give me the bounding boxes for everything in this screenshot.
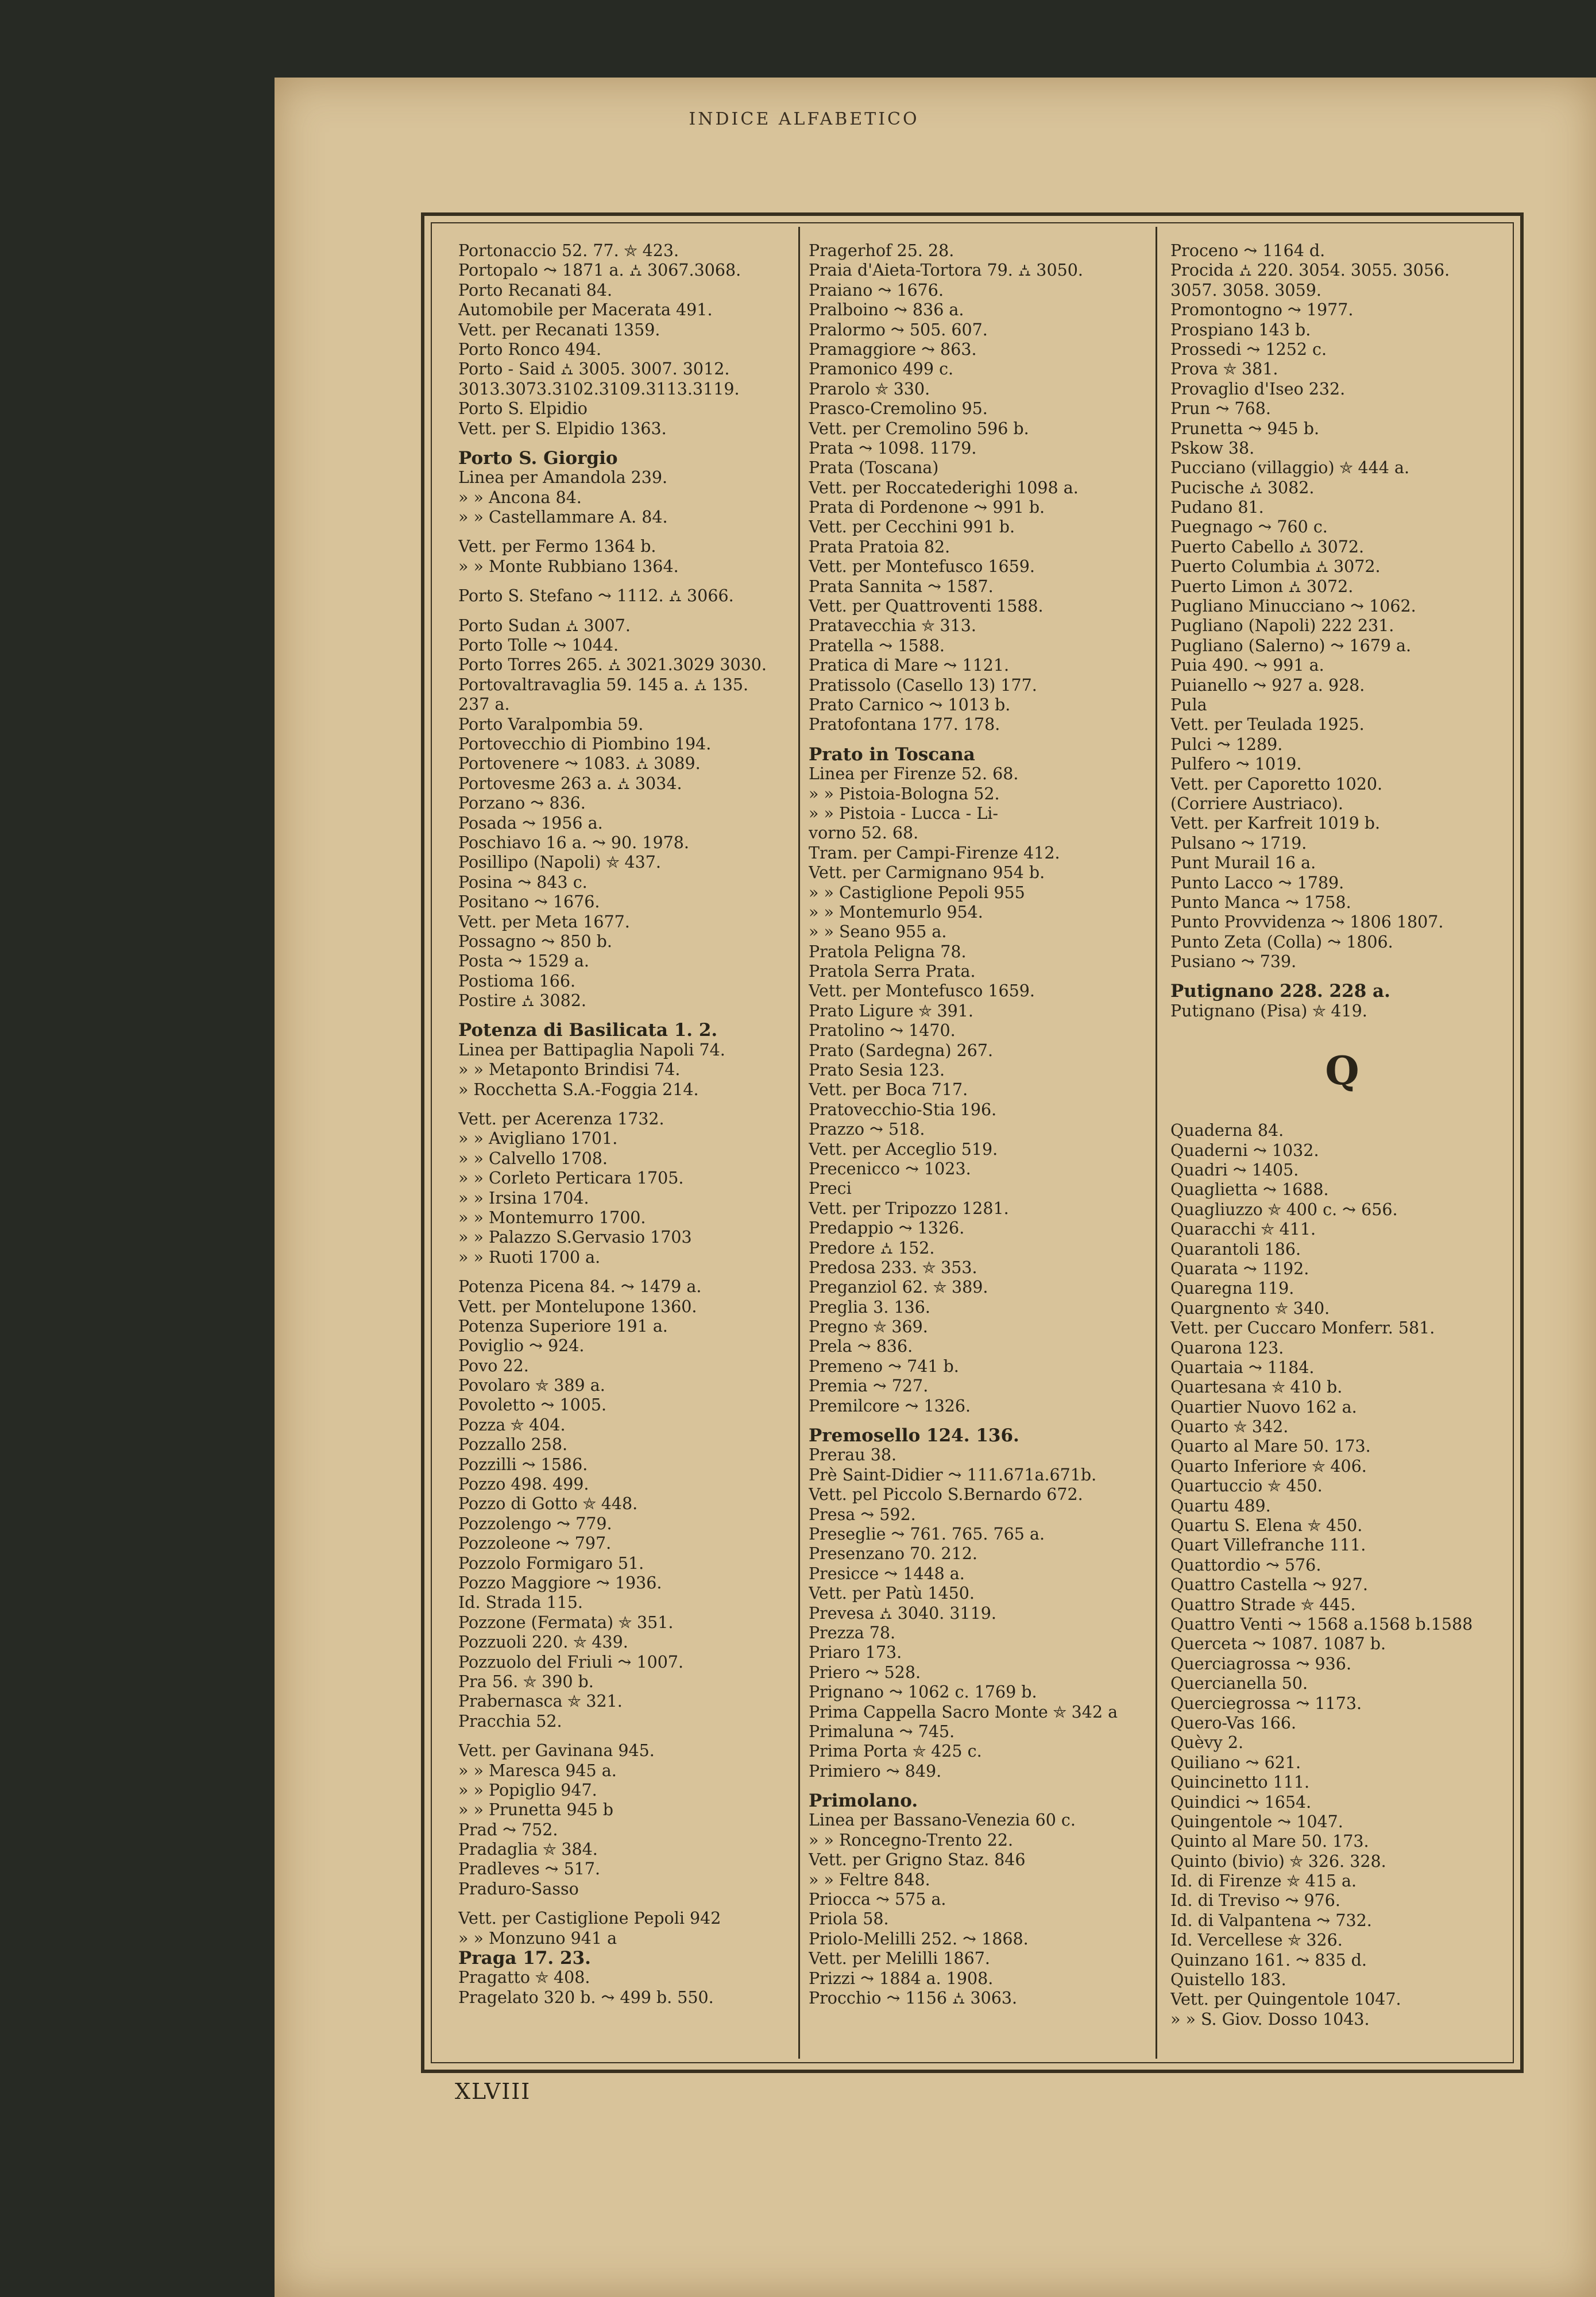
index-entry: Porto Tolle ⤳ 1044.	[458, 636, 619, 655]
index-entry: Priolo-Melilli 252. ⤳ 1868.	[809, 1929, 1029, 1948]
index-entry: » » Pistoia - Lucca - Li-	[809, 803, 998, 823]
index-entry: Prata (Toscana)	[809, 458, 939, 478]
index-entry: Priero ⤳ 528.	[809, 1662, 921, 1682]
index-entry: Vett. per Montefusco 1659.	[809, 981, 1035, 1001]
spacer	[809, 735, 1152, 745]
index-entry: » » Castellammare A. 84.	[458, 508, 668, 527]
index-entry: Quattro Strade ⛤ 445.	[1170, 1595, 1356, 1614]
spacer	[458, 577, 794, 586]
index-entry: Pra 56. ⛤ 390 b.	[458, 1672, 594, 1691]
index-entry: Quaderni ⤳ 1032.	[1170, 1140, 1319, 1160]
index-entry: Vett. per Montelupone 1360.	[458, 1297, 697, 1316]
index-entry: Automobile per Macerata 491.	[458, 300, 713, 320]
index-entry: Quinto al Mare 50. 173.	[1170, 1832, 1369, 1851]
index-entry: 3057. 3058. 3059.	[1170, 280, 1321, 300]
index-entry: Posina ⤳ 843 c.	[458, 872, 588, 892]
index-entry: Pratavecchia ⛤ 313.	[809, 616, 976, 636]
index-entry: Vett. pel Piccolo S.Bernardo 672.	[809, 1485, 1083, 1505]
index-entry: » » Popiglio 947.	[458, 1780, 597, 1800]
index-entry: Potenza Picena 84. ⤳ 1479 a.	[458, 1277, 702, 1297]
index-entry: Pugliano (Napoli) 222 231.	[1170, 616, 1394, 636]
index-entry: Preseglie ⤳ 761. 765. 765 a.	[809, 1525, 1045, 1544]
index-entry: Pudano 81.	[1170, 498, 1264, 517]
index-entry: Pratella ⤳ 1588.	[809, 636, 945, 655]
index-entry: » » Metaponto Brindisi 74.	[458, 1060, 681, 1080]
index-heading: Putignano 228. 228 a.	[1170, 981, 1390, 1002]
index-entry: Vett. per Grigno Staz. 846	[809, 1850, 1026, 1870]
index-entry: Preganziol 62. ⛤ 389.	[809, 1278, 988, 1297]
index-entry: Id. Vercellese ⛤ 326.	[1170, 1931, 1343, 1950]
index-entry: Prezza 78.	[809, 1623, 896, 1642]
index-entry: Vett. per Roccatederighi 1098 a.	[809, 478, 1079, 497]
index-entry: Poviglio ⤳ 924.	[458, 1336, 585, 1356]
index-entry: Presa ⤳ 592.	[809, 1505, 916, 1524]
index-entry: Portovaltravaglia 59. 145 a. ⛼ 135.	[458, 675, 749, 694]
index-entry: Predappio ⤳ 1326.	[809, 1219, 965, 1238]
index-entry: Punto Lacco ⤳ 1789.	[1170, 873, 1344, 892]
index-entry: Quero-Vas 166.	[1170, 1713, 1297, 1733]
index-entry: Prabernasca ⛤ 321.	[458, 1692, 623, 1711]
index-entry: Prunetta ⤳ 945 b.	[1170, 419, 1320, 438]
spacer	[458, 1899, 794, 1909]
index-entry: Praduro-Sasso	[458, 1879, 579, 1898]
index-entry: (Corriere Austriaco).	[1170, 794, 1343, 813]
index-entry: Quattro Venti ⤳ 1568 a.1568 b.1588	[1170, 1615, 1473, 1634]
index-heading: Primolano.	[809, 1791, 918, 1812]
index-entry: Pratola Serra Prata.	[809, 962, 976, 981]
index-entry: Pozzo Maggiore ⤳ 1936.	[458, 1573, 662, 1592]
index-entry: » » S. Giov. Dosso 1043.	[1170, 2009, 1370, 2029]
index-entry: Quaglietta ⤳ 1688.	[1170, 1180, 1329, 1200]
column-rule	[798, 227, 800, 2059]
index-entry: Querceta ⤳ 1087. 1087 b.	[1170, 1634, 1386, 1654]
index-entry: » » Seano 955 a.	[809, 922, 947, 942]
index-heading: Porto S. Giorgio	[458, 447, 618, 469]
index-entry: Porto Ronco 494.	[458, 339, 602, 359]
index-entry: Id. di Treviso ⤳ 976.	[1170, 1891, 1340, 1911]
index-entry: Posta ⤳ 1529 a.	[458, 952, 589, 971]
index-entry: » » Avigliano 1701.	[458, 1129, 618, 1148]
index-entry: Pozzuoli 220. ⛤ 439.	[458, 1633, 628, 1652]
index-entry: Pozzilli ⤳ 1586.	[458, 1455, 588, 1474]
index-entry: Putignano (Pisa) ⛤ 419.	[1170, 1001, 1367, 1020]
index-entry: Quartuccio ⛤ 450.	[1170, 1476, 1323, 1496]
index-entry: Tram. per Campi-Firenze 412.	[809, 843, 1060, 863]
index-entry: Quèvy 2.	[1170, 1733, 1244, 1753]
index-entry: » » Monte Rubbiano 1364.	[458, 556, 679, 576]
index-entry: Vett. per Boca 717.	[809, 1080, 968, 1100]
index-entry: Procida ⛼ 220. 3054. 3055. 3056.	[1170, 261, 1450, 280]
index-entry: Quattordio ⤳ 576.	[1170, 1555, 1321, 1575]
index-entry: Prata Pratoia 82.	[809, 537, 950, 556]
index-entry: Pucische ⛼ 3082.	[1170, 478, 1315, 497]
index-entry: » » Corleto Perticara 1705.	[458, 1169, 684, 1188]
index-entry: Prospiano 143 b.	[1170, 320, 1311, 339]
index-entry: Pratolino ⤳ 1470.	[809, 1021, 956, 1041]
index-entry: » » Prunetta 945 b	[458, 1800, 614, 1820]
index-entry: Quadri ⤳ 1405.	[1170, 1161, 1299, 1180]
index-entry: Prova ⛤ 381.	[1170, 359, 1278, 379]
index-entry: Pragelato 320 b. ⤳ 499 b. 550.	[458, 1987, 714, 2007]
section-letter: Q	[1325, 1048, 1359, 1095]
index-entry: Prato (Sardegna) 267.	[809, 1041, 994, 1060]
index-entry: Quart Villefranche 111.	[1170, 1536, 1366, 1555]
index-entry: Pugliano (Salerno) ⤳ 1679 a.	[1170, 636, 1412, 655]
index-entry: Quarantoli 186.	[1170, 1239, 1301, 1259]
spacer	[1170, 1021, 1514, 1031]
index-entry: Quartier Nuovo 162 a.	[1170, 1397, 1357, 1417]
index-entry: Quercianella 50.	[1170, 1674, 1308, 1693]
index-entry: Linea per Firenze 52. 68.	[809, 764, 1019, 784]
index-entry: Puegnago ⤳ 760 c.	[1170, 517, 1328, 537]
index-entry: Pula	[1170, 695, 1207, 714]
index-entry: Presenzano 70. 212.	[809, 1544, 977, 1564]
index-entry: Pozzone (Fermata) ⛤ 351.	[458, 1612, 674, 1632]
index-entry: Premilcore ⤳ 1326.	[809, 1396, 971, 1416]
index-column-1	[458, 241, 794, 2008]
index-entry: Punto Manca ⤳ 1758.	[1170, 892, 1351, 912]
index-entry: Linea per Battipaglia Napoli 74.	[458, 1040, 725, 1059]
index-entry: Quistello 183.	[1170, 1970, 1286, 1990]
index-entry: Praiano ⤳ 1676.	[809, 280, 944, 300]
index-entry: Porto - Said ⛼ 3005. 3007. 3012.	[458, 359, 730, 379]
index-entry: Pratica di Mare ⤳ 1121.	[809, 656, 1010, 675]
index-entry: Quargnento ⛤ 340.	[1170, 1298, 1330, 1318]
index-entry: Pulfero ⤳ 1019.	[1170, 755, 1302, 774]
index-entry: » Rocchetta S.A.-Foggia 214.	[458, 1080, 699, 1099]
index-entry: Prun ⤳ 768.	[1170, 399, 1271, 419]
index-entry: Prizzi ⤳ 1884 a. 1908.	[809, 1969, 994, 1988]
index-entry: Pucciano (villaggio) ⛤ 444 a.	[1170, 458, 1409, 478]
index-entry: Vett. per Fermo 1364 b.	[458, 537, 656, 556]
index-entry: » » Castiglione Pepoli 955	[809, 883, 1025, 902]
index-entry: Prarolo ⛤ 330.	[809, 379, 930, 399]
index-entry: Vett. per Meta 1677.	[458, 912, 630, 931]
index-entry: » » Pistoia-Bologna 52.	[809, 784, 1000, 803]
index-entry: » » Feltre 848.	[809, 1870, 930, 1889]
index-entry: Quarata ⤳ 1192.	[1170, 1259, 1309, 1278]
index-entry: Praia d'Aieta-Tortora 79. ⛼ 3050.	[809, 261, 1083, 280]
index-entry: Pozza ⛤ 404.	[458, 1415, 566, 1434]
index-entry: Prela ⤳ 836.	[809, 1337, 913, 1356]
index-entry: Portovenere ⤳ 1083. ⛼ 3089.	[458, 754, 701, 774]
index-entry: Pozzo 498. 499.	[458, 1475, 589, 1494]
index-entry: Pozzolo Formigaro 51.	[458, 1553, 644, 1573]
index-entry: Povolaro ⛤ 389 a.	[458, 1376, 605, 1395]
page-header: INDICE ALFABETICO	[689, 109, 919, 129]
index-entry: Linea per Bassano-Venezia 60 c.	[809, 1811, 1076, 1830]
index-entry: Vett. per Castiglione Pepoli 942	[458, 1909, 721, 1928]
index-entry: Quartesana ⛤ 410 b.	[1170, 1378, 1343, 1397]
index-entry: Prè Saint-Didier ⤳ 111.671a.671b.	[809, 1465, 1097, 1484]
index-entry: Quincinetto 111.	[1170, 1773, 1310, 1792]
index-entry: Punt Murail 16 a.	[1170, 853, 1316, 873]
index-entry: Postire ⛼ 3082.	[458, 991, 586, 1011]
index-entry: Primiero ⤳ 849.	[809, 1761, 942, 1781]
index-entry: Punto Zeta (Colla) ⤳ 1806.	[1170, 932, 1393, 952]
index-entry: Pozzoleone ⤳ 797.	[458, 1534, 612, 1553]
index-entry: Preci	[809, 1179, 852, 1198]
index-entry: Quartu 489.	[1170, 1496, 1271, 1515]
index-entry: Quarto Inferiore ⛤ 406.	[1170, 1456, 1367, 1476]
index-entry: Prata di Pordenone ⤳ 991 b.	[809, 498, 1045, 517]
index-entry: » » Roncegno-Trento 22.	[809, 1830, 1014, 1850]
index-entry: Vett. per Patù 1450.	[809, 1584, 975, 1603]
index-entry: Predosa 233. ⛤ 353.	[809, 1258, 977, 1277]
index-entry: Quaderna 84.	[1170, 1121, 1284, 1140]
index-entry: Pratissolo (Casello 13) 177.	[809, 675, 1037, 695]
index-entry: Vett. per Acerenza 1732.	[458, 1109, 664, 1129]
spacer	[458, 1100, 794, 1109]
index-entry: Vett. per Recanati 1359.	[458, 320, 660, 339]
index-entry: Precenicco ⤳ 1023.	[809, 1159, 971, 1178]
index-entry: Vett. per Karfreit 1019 b.	[1170, 814, 1381, 833]
spacer	[809, 1781, 1152, 1791]
index-entry: Pragerhof 25. 28.	[809, 241, 954, 260]
index-entry: Pusiano ⤳ 739.	[1170, 952, 1297, 972]
index-entry: Quartaia ⤳ 1184.	[1170, 1358, 1315, 1377]
index-entry: Puianello ⤳ 927 a. 928.	[1170, 675, 1365, 695]
index-entry: Positano ⤳ 1676.	[458, 892, 600, 912]
column-rule	[1156, 227, 1157, 2059]
index-column-3	[1170, 241, 1514, 2029]
index-entry: Vett. per Acceglio 519.	[809, 1139, 998, 1159]
index-entry: Vett. per S. Elpidio 1363.	[458, 419, 667, 438]
index-entry: Pradaglia ⛤ 384.	[458, 1840, 598, 1859]
index-entry: Pradleves ⤳ 517.	[458, 1859, 601, 1879]
index-entry: » » Ancona 84.	[458, 488, 582, 507]
index-entry: Prata ⤳ 1098. 1179.	[809, 438, 977, 458]
index-entry: Vett. per Quingentole 1047.	[1170, 1990, 1401, 2009]
index-entry: Quartu S. Elena ⛤ 450.	[1170, 1516, 1363, 1536]
index-entry: Posillipo (Napoli) ⛤ 437.	[458, 853, 661, 872]
index-entry: Posada ⤳ 1956 a.	[458, 813, 603, 833]
index-entry: Querciagrossa ⤳ 936.	[1170, 1654, 1352, 1673]
index-entry: Prato Ligure ⛤ 391.	[809, 1001, 973, 1020]
index-entry: Pulsano ⤳ 1719.	[1170, 833, 1307, 853]
index-entry: » » Maresca 945 a.	[458, 1761, 617, 1780]
index-entry: Quinto (bivio) ⛤ 326. 328.	[1170, 1851, 1386, 1871]
index-entry: Postioma 166.	[458, 971, 576, 991]
index-entry: » » Calvello 1708.	[458, 1148, 608, 1168]
index-entry: Vett. per Gavinana 945.	[458, 1741, 655, 1761]
index-entry: Pracchia 52.	[458, 1711, 562, 1731]
index-entry: Predore ⛼ 152.	[809, 1238, 935, 1258]
index-entry: Pulci ⤳ 1289.	[1170, 734, 1283, 754]
index-entry: Id. di Valpantena ⤳ 732.	[1170, 1911, 1372, 1930]
index-entry: Preglia 3. 136.	[809, 1297, 930, 1317]
index-entry: » » Palazzo S.Gervasio 1703	[458, 1228, 692, 1247]
index-entry: 237 a.	[458, 695, 510, 714]
index-entry: » » Montemurlo 954.	[809, 902, 983, 922]
index-entry: Portopalo ⤳ 1871 a. ⛼ 3067.3068.	[458, 261, 741, 280]
index-heading: Potenza di Basilicata 1. 2.	[458, 1020, 718, 1041]
index-entry: Premia ⤳ 727.	[809, 1376, 929, 1396]
index-entry: Prevesa ⛼ 3040. 3119.	[809, 1603, 996, 1623]
index-entry: Porto S. Elpidio	[458, 399, 588, 419]
spacer	[458, 439, 794, 448]
spacer	[1170, 1111, 1514, 1121]
spacer	[458, 527, 794, 537]
index-entry: Portovesme 263 a. ⛼ 3034.	[458, 774, 682, 793]
index-entry: Quingentole ⤳ 1047.	[1170, 1812, 1343, 1831]
index-entry: » » Irsina 1704.	[458, 1188, 589, 1208]
index-entry: Porto Torres 265. ⛼ 3021.3029 3030.	[458, 655, 767, 675]
index-entry: Prima Porta ⛤ 425 c.	[809, 1742, 982, 1761]
index-entry: Procchio ⤳ 1156 ⛼ 3063.	[809, 1988, 1018, 2008]
index-entry: Pramaggiore ⤳ 863.	[809, 339, 977, 359]
index-heading: Prato in Toscana	[809, 744, 975, 765]
index-entry: Vett. per Cremolino 596 b.	[809, 419, 1029, 438]
index-entry: » » Montemurro 1700.	[458, 1208, 646, 1227]
index-entry: » » Ruoti 1700 a.	[458, 1247, 601, 1267]
index-entry: Pramonico 499 c.	[809, 359, 954, 379]
page-number: XLVIII	[455, 2079, 531, 2104]
index-entry: Prad ⤳ 752.	[458, 1820, 558, 1839]
index-entry: Punto Provvidenza ⤳ 1806 1807.	[1170, 912, 1444, 932]
index-entry: Quarto ⛤ 342.	[1170, 1417, 1289, 1437]
index-entry: Vett. per Montefusco 1659.	[809, 557, 1035, 577]
spacer	[458, 1267, 794, 1277]
index-column-2	[809, 241, 1152, 2008]
index-entry: Priocca ⤳ 575 a.	[809, 1890, 946, 1909]
index-entry: Prerau 38.	[809, 1445, 897, 1465]
index-entry: Pozzolengo ⤳ 779.	[458, 1514, 612, 1533]
index-entry: Porto Varalpombia 59.	[458, 714, 644, 734]
index-entry: Id. Strada 115.	[458, 1593, 583, 1612]
index-entry: Pozzallo 258.	[458, 1435, 568, 1455]
index-entry: Prazzo ⤳ 518.	[809, 1120, 925, 1139]
index-entry: Pralboino ⤳ 836 a.	[809, 300, 964, 320]
index-entry: Presicce ⤳ 1448 a.	[809, 1564, 965, 1583]
index-entry: Quindici ⤳ 1654.	[1170, 1792, 1312, 1812]
spacer	[458, 606, 794, 616]
index-entry: Porto Recanati 84.	[458, 280, 613, 300]
index-entry: Povoletto ⤳ 1005.	[458, 1395, 607, 1415]
index-entry: Quarona 123.	[1170, 1338, 1284, 1358]
index-entry: 3013.3073.3102.3109.3113.3119.	[458, 379, 740, 399]
index-entry: Querciegrossa ⤳ 1173.	[1170, 1693, 1362, 1713]
index-heading: Premosello 124. 136.	[809, 1425, 1019, 1447]
index-entry: Id. di Firenze ⛤ 415 a.	[1170, 1871, 1357, 1891]
index-entry: Vett. per Carmignano 954 b.	[809, 863, 1045, 883]
index-entry: Primaluna ⤳ 745.	[809, 1722, 955, 1741]
index-entry: Porzano ⤳ 836.	[458, 794, 586, 813]
index-entry: Poschiavo 16 a. ⤳ 90. 1978.	[458, 833, 689, 852]
index-entry: Vett. per Melilli 1867.	[809, 1949, 990, 1969]
index-entry: Provaglio d'Iseo 232.	[1170, 379, 1346, 399]
index-entry: Priola 58.	[809, 1909, 889, 1929]
index-entry: Povo 22.	[458, 1356, 529, 1375]
index-entry: vorno 52. 68.	[809, 823, 919, 843]
index-entry: Pskow 38.	[1170, 438, 1255, 458]
index-entry: Pozzo di Gotto ⛤ 448.	[458, 1494, 638, 1514]
index-entry: Pozzuolo del Friuli ⤳ 1007.	[458, 1652, 684, 1672]
index-entry: Prata Sannita ⤳ 1587.	[809, 577, 994, 596]
index-entry: Quagliuzzo ⛤ 400 c. ⤳ 656.	[1170, 1200, 1398, 1219]
index-entry: Prato Sesia 123.	[809, 1061, 945, 1080]
index-entry: Portovecchio di Piombino 194.	[458, 734, 712, 753]
spacer	[458, 1011, 794, 1020]
spacer	[809, 1416, 1152, 1426]
index-entry: Prasco-Cremolino 95.	[809, 399, 988, 419]
index-entry: Pregno ⛤ 369.	[809, 1317, 928, 1337]
index-entry: Pratovecchio-Stia 196.	[809, 1100, 997, 1119]
index-entry: Vett. per Cuccaro Monferr. 581.	[1170, 1318, 1435, 1338]
index-entry: Vett. per Tripozzo 1281.	[809, 1198, 1009, 1218]
index-entry: Pratola Peligna 78.	[809, 942, 967, 961]
spacer	[458, 1731, 794, 1741]
index-entry: Pratofontana 177. 178.	[809, 715, 1000, 734]
index-entry: Premeno ⤳ 741 b.	[809, 1356, 959, 1376]
index-entry: Linea per Amandola 239.	[458, 468, 668, 488]
index-entry: Prignano ⤳ 1062 c. 1769 b.	[809, 1683, 1037, 1702]
index-entry: Quattro Castella ⤳ 927.	[1170, 1575, 1368, 1595]
spacer	[1170, 972, 1514, 981]
index-entry: Quaregna 119.	[1170, 1279, 1294, 1298]
index-entry: Potenza Superiore 191 a.	[458, 1316, 668, 1336]
index-entry: Quaracchi ⛤ 411.	[1170, 1220, 1316, 1239]
index-entry: Promontogno ⤳ 1977.	[1170, 300, 1354, 320]
index-entry: Vett. per Caporetto 1020.	[1170, 774, 1383, 794]
index-entry: Priaro 173.	[809, 1643, 902, 1662]
index-entry: Puerto Columbia ⛼ 3072.	[1170, 557, 1381, 577]
index-entry: Vett. per Quattroventi 1588.	[809, 597, 1044, 616]
index-entry: Quiliano ⤳ 621.	[1170, 1753, 1301, 1772]
index-entry: Vett. per Teulada 1925.	[1170, 715, 1365, 734]
index-entry: Pralormo ⤳ 505. 607.	[809, 320, 988, 339]
index-entry: Pugliano Minucciano ⤳ 1062.	[1170, 597, 1416, 616]
index-entry: Prima Cappella Sacro Monte ⛤ 342 a	[809, 1702, 1118, 1722]
index-entry: » » Monzuno 941 a	[458, 1928, 617, 1948]
index-entry: Vett. per Cecchini 991 b.	[809, 517, 1015, 537]
index-entry: Proceno ⤳ 1164 d.	[1170, 241, 1326, 260]
index-entry: Puerto Limon ⛼ 3072.	[1170, 577, 1354, 596]
index-entry: Quarto al Mare 50. 173.	[1170, 1437, 1371, 1456]
index-entry: Porto S. Stefano ⤳ 1112. ⛼ 3066.	[458, 586, 734, 606]
index-entry: Possagno ⤳ 850 b.	[458, 931, 612, 951]
index-entry: Puia 490. ⤳ 991 a.	[1170, 656, 1324, 675]
index-entry: Pragatto ⛤ 408.	[458, 1968, 590, 1987]
index-entry: Quinzano 161. ⤳ 835 d.	[1170, 1950, 1367, 1970]
index-entry: Prossedi ⤳ 1252 c.	[1170, 339, 1327, 359]
index-heading: Praga 17. 23.	[458, 1948, 591, 1969]
index-entry: Puerto Cabello ⛼ 3072.	[1170, 537, 1365, 556]
index-entry: Portonaccio 52. 77. ⛤ 423.	[458, 241, 679, 260]
index-entry: Prato Carnico ⤳ 1013 b.	[809, 695, 1011, 714]
index-entry: Porto Sudan ⛼ 3007.	[458, 616, 631, 635]
